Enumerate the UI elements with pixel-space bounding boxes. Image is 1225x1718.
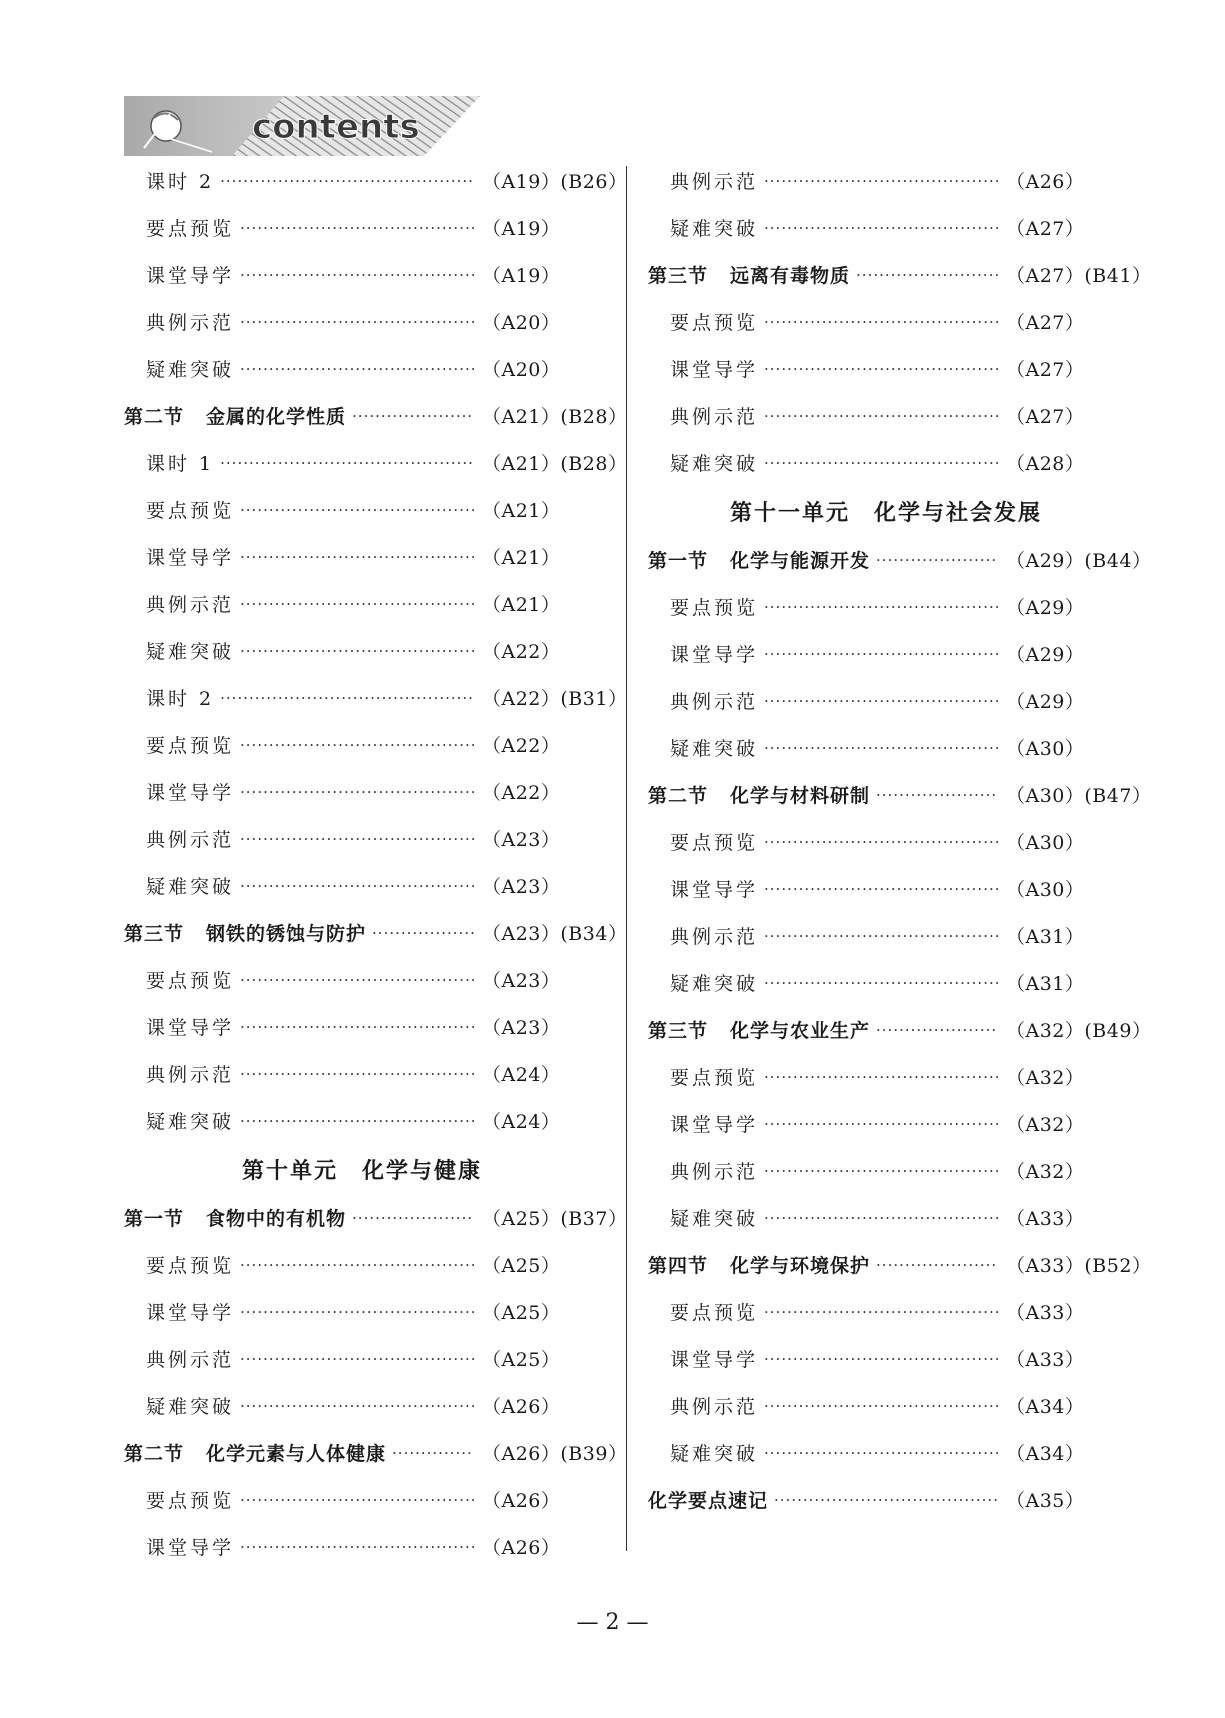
page-reference: （A19）: [482, 265, 561, 287]
page-reference: （A30）(B47）: [1006, 785, 1152, 807]
dot-leader: [240, 219, 474, 237]
column-divider: [626, 166, 627, 1551]
toc-sub-entry[interactable]: [124, 439, 628, 486]
toc-section-entry[interactable]: [648, 1241, 1152, 1288]
toc-entry-label: 要点预览: [146, 500, 235, 522]
toc-sub-entry[interactable]: [648, 959, 1124, 1006]
dot-leader: [764, 407, 998, 425]
section-number: 第一节: [648, 550, 709, 572]
dot-leader: [240, 971, 474, 989]
toc-entry-label: 疑难突破: [670, 1208, 759, 1230]
toc-entry-label: 疑难突破: [146, 641, 235, 663]
toc-entry-label: 典例示范: [670, 1161, 759, 1183]
unit-title: 化学与健康: [362, 1158, 483, 1184]
unit-heading: [648, 486, 1124, 536]
toc-entry-label: 疑难突破: [670, 218, 759, 240]
dot-leader: [764, 172, 998, 190]
toc-sub-entry[interactable]: [648, 865, 1124, 912]
toc-sub-entry[interactable]: [648, 157, 1124, 204]
dot-leader: [764, 1209, 998, 1227]
dot-leader: [764, 1397, 998, 1415]
dot-leader: [764, 1068, 998, 1086]
dot-leader: [240, 595, 474, 613]
dot-leader: [764, 1162, 998, 1180]
toc-entry-label: 第二节 金属的化学性质: [124, 406, 347, 428]
toc-entry-label: 疑难突破: [146, 359, 235, 381]
contents-header: [124, 96, 480, 156]
toc-sub-entry[interactable]: [124, 580, 600, 627]
toc-entry-label: 要点预览: [670, 312, 759, 334]
page-reference: （A21）: [482, 547, 561, 569]
toc-sub-entry[interactable]: [648, 724, 1124, 771]
unit-number: 第十单元: [241, 1158, 338, 1184]
page-reference: （A23）: [482, 876, 561, 898]
toc-sub-entry[interactable]: [648, 677, 1124, 724]
dot-leader: [240, 783, 474, 801]
toc-entry-label: 疑难突破: [146, 1111, 235, 1133]
unit-number: 第十一单元: [729, 500, 850, 526]
dot-leader: [876, 786, 998, 804]
toc-entry-label: 要点预览: [146, 218, 235, 240]
toc-right-column: [648, 157, 1152, 1523]
page-reference: （A22）: [482, 782, 561, 804]
dot-leader: [392, 1444, 474, 1462]
dot-leader: [764, 1444, 998, 1462]
toc-sub-entry[interactable]: [648, 1429, 1124, 1476]
toc-section-entry[interactable]: [648, 771, 1152, 818]
toc-section-entry[interactable]: [648, 1006, 1152, 1053]
page-reference: （A29）: [1006, 644, 1085, 666]
page-reference: （A30）: [1006, 832, 1085, 854]
toc-sub-entry[interactable]: [648, 204, 1124, 251]
toc-entry-label: 典例示范: [146, 1349, 235, 1371]
page-reference: （A32）: [1006, 1114, 1085, 1136]
toc-sub-entry[interactable]: [648, 1147, 1124, 1194]
dot-leader: [240, 642, 474, 660]
toc-sub-entry[interactable]: [124, 674, 628, 721]
toc-entry-label: 课堂导学: [146, 782, 235, 804]
toc-sub-entry[interactable]: [124, 298, 600, 345]
dot-leader: [240, 736, 474, 754]
dot-leader: [220, 454, 474, 472]
page-reference: （A31）: [1006, 926, 1085, 948]
toc-entry-label: 第四节 化学与环境保护: [648, 1255, 871, 1277]
page-reference: （A23）: [482, 829, 561, 851]
page-reference: （A27）: [1006, 312, 1085, 334]
toc-sub-entry[interactable]: [124, 204, 600, 251]
dot-leader: [240, 877, 474, 895]
toc-entry-label: 典例示范: [670, 171, 759, 193]
section-number: 第四节: [648, 1255, 709, 1277]
toc-sub-entry[interactable]: [648, 583, 1124, 630]
page-reference: （A25）: [482, 1255, 561, 1277]
toc-entry-label: 要点预览: [670, 832, 759, 854]
page-reference: （A28）: [1006, 453, 1085, 475]
toc-entry-label: 课堂导学: [146, 1302, 235, 1324]
toc-entry-label: 课堂导学: [146, 547, 235, 569]
dot-leader: [240, 1256, 474, 1274]
toc-sub-entry[interactable]: [648, 1335, 1124, 1382]
dot-leader: [240, 501, 474, 519]
dot-leader: [764, 645, 998, 663]
toc-sub-entry[interactable]: [124, 1476, 600, 1523]
toc-entry-label: 典例示范: [146, 1064, 235, 1086]
page-reference: （A23）: [482, 970, 561, 992]
toc-sub-entry[interactable]: [648, 630, 1124, 677]
toc-entry-label: 要点预览: [146, 1490, 235, 1512]
page-reference: （A26）: [482, 1396, 561, 1418]
toc-section-entry[interactable]: [124, 392, 628, 439]
toc-sub-entry[interactable]: [124, 486, 600, 533]
toc-sub-entry[interactable]: [124, 627, 600, 674]
dot-leader: [240, 1397, 474, 1415]
page-reference: （A27）: [1006, 359, 1085, 381]
dot-leader: [240, 1303, 474, 1321]
toc-section-entry[interactable]: [648, 251, 1152, 298]
toc-sub-entry[interactable]: [124, 533, 600, 580]
dot-leader: [856, 266, 998, 284]
toc-section-entry[interactable]: [648, 1476, 1124, 1523]
toc-entry-label: 典例示范: [146, 594, 235, 616]
toc-entry-label: 第三节 钢铁的锈蚀与防护: [124, 923, 367, 945]
toc-section-entry[interactable]: [124, 1194, 628, 1241]
toc-entry-label: 第一节 食物中的有机物: [124, 1208, 347, 1230]
dot-leader: [352, 1209, 474, 1227]
dot-leader: [764, 739, 998, 757]
toc-section-entry[interactable]: [648, 536, 1152, 583]
dot-leader: [764, 927, 998, 945]
dot-leader: [240, 548, 474, 566]
page-reference: （A23）: [482, 1017, 561, 1039]
page-reference: （A24）: [482, 1111, 561, 1133]
toc-sub-entry[interactable]: [124, 1097, 600, 1144]
toc-entry-label: 要点预览: [670, 597, 759, 619]
dot-leader: [240, 1491, 474, 1509]
page-reference: （A26）(B39）: [482, 1443, 628, 1465]
toc-sub-entry[interactable]: [124, 1382, 600, 1429]
page-reference: （A25）: [482, 1302, 561, 1324]
dot-leader: [764, 1115, 998, 1133]
page-reference: （A35）: [1006, 1490, 1085, 1512]
page-number: — 2 —: [576, 1610, 649, 1635]
toc-sub-entry[interactable]: [648, 1288, 1124, 1335]
toc-entry-label: 要点预览: [670, 1067, 759, 1089]
toc-sub-entry[interactable]: [648, 1053, 1124, 1100]
toc-entry-label: 第三节 化学与农业生产: [648, 1020, 871, 1042]
toc-sub-entry[interactable]: [124, 815, 600, 862]
toc-entry-label: 典例示范: [670, 406, 759, 428]
toc-sub-entry[interactable]: [124, 345, 600, 392]
dot-leader: [240, 1350, 474, 1368]
contents-banner: [124, 96, 480, 156]
toc-entry-label: 第二节 化学与材料研制: [648, 785, 871, 807]
dot-leader: [240, 313, 474, 331]
dot-leader: [240, 1538, 474, 1556]
toc-entry-label: 课时 2: [146, 688, 215, 710]
toc-entry-label: 疑难突破: [670, 1443, 759, 1465]
page-reference: （A19）(B26）: [482, 171, 628, 193]
page-reference: （A29）: [1006, 691, 1085, 713]
dot-leader: [764, 692, 998, 710]
dot-leader: [764, 1303, 998, 1321]
toc-sub-entry[interactable]: [648, 1100, 1124, 1147]
page-reference: （A24）: [482, 1064, 561, 1086]
page-reference: （A20）: [482, 359, 561, 381]
toc-section-entry[interactable]: [124, 909, 628, 956]
toc-entry-label: 化学要点速记: [648, 1490, 769, 1512]
toc-entry-label: 典例示范: [670, 691, 759, 713]
toc-sub-entry[interactable]: [124, 1050, 600, 1097]
dot-leader: [240, 1112, 474, 1130]
unit-heading: [124, 1144, 600, 1194]
toc-entry-label: 课堂导学: [146, 1017, 235, 1039]
page-reference: （A26）: [482, 1537, 561, 1559]
toc-sub-entry[interactable]: [124, 1003, 600, 1050]
contents-title: contents: [252, 107, 420, 147]
toc-sub-entry[interactable]: [124, 251, 600, 298]
page-reference: （A21）: [482, 500, 561, 522]
page-reference: （A22）: [482, 735, 561, 757]
section-number: 第三节: [648, 1020, 709, 1042]
page-reference: （A34）: [1006, 1396, 1085, 1418]
toc-sub-entry[interactable]: [648, 298, 1124, 345]
section-number: 第二节: [124, 406, 185, 428]
page-reference: （A33）: [1006, 1302, 1085, 1324]
page-reference: （A33）: [1006, 1349, 1085, 1371]
page-reference: （A32）: [1006, 1067, 1085, 1089]
toc-entry-label: 第三节 远离有毒物质: [648, 265, 851, 287]
toc-entry-label: 疑难突破: [670, 973, 759, 995]
page-reference: （A21）(B28）: [482, 453, 628, 475]
section-number: 第二节: [124, 1443, 185, 1465]
toc-entry-label: 第二节 化学元素与人体健康: [124, 1443, 387, 1465]
toc-entry-label: 第一节 化学与能源开发: [648, 550, 871, 572]
dot-leader: [240, 266, 474, 284]
section-number: 第三节: [124, 923, 185, 945]
toc-entry-label: 课堂导学: [670, 1114, 759, 1136]
section-number: 第三节: [648, 265, 709, 287]
toc-section-entry[interactable]: [124, 1429, 628, 1476]
dot-leader: [372, 924, 474, 942]
toc-sub-entry[interactable]: [648, 345, 1124, 392]
page-reference: （A21）(B28）: [482, 406, 628, 428]
toc-entry-label: 典例示范: [670, 926, 759, 948]
toc-entry-label: 疑难突破: [146, 876, 235, 898]
toc-sub-entry[interactable]: [648, 818, 1124, 865]
dot-leader: [220, 689, 474, 707]
page-reference: （A20）: [482, 312, 561, 334]
toc-entry-label: 课堂导学: [670, 644, 759, 666]
page-reference: （A26）: [482, 1490, 561, 1512]
toc-sub-entry[interactable]: [648, 392, 1124, 439]
dot-leader: [240, 360, 474, 378]
toc-sub-entry[interactable]: [124, 1523, 600, 1570]
page-reference: （A27）: [1006, 218, 1085, 240]
toc-entry-label: 疑难突破: [146, 1396, 235, 1418]
dot-leader: [774, 1491, 998, 1509]
page-reference: （A26）: [1006, 171, 1085, 193]
page-reference: （A33）: [1006, 1208, 1085, 1230]
page-reference: （A19）: [482, 218, 561, 240]
page-reference: （A31）: [1006, 973, 1085, 995]
globe-icon: [151, 111, 181, 141]
dot-leader: [764, 974, 998, 992]
section-number: 第二节: [648, 785, 709, 807]
dot-leader: [764, 880, 998, 898]
toc-sub-entry[interactable]: [124, 721, 600, 768]
toc-sub-entry[interactable]: [124, 956, 600, 1003]
toc-entry-label: 要点预览: [146, 735, 235, 757]
toc-left-column: [124, 157, 628, 1570]
toc-entry-label: 要点预览: [146, 1255, 235, 1277]
dot-leader: [764, 313, 998, 331]
page-reference: （A23）(B34）: [482, 923, 628, 945]
section-number: 第一节: [124, 1208, 185, 1230]
dot-leader: [764, 219, 998, 237]
page-reference: （A30）: [1006, 879, 1085, 901]
page-reference: （A29）: [1006, 597, 1085, 619]
dot-leader: [240, 1018, 474, 1036]
dot-leader: [764, 454, 998, 472]
toc-entry-label: 要点预览: [670, 1302, 759, 1324]
dot-leader: [764, 360, 998, 378]
toc-sub-entry[interactable]: [648, 439, 1124, 486]
toc-sub-entry[interactable]: [124, 862, 600, 909]
page-reference: （A21）: [482, 594, 561, 616]
toc-sub-entry[interactable]: [648, 1382, 1124, 1429]
toc-sub-entry[interactable]: [124, 157, 628, 204]
toc-sub-entry[interactable]: [648, 1194, 1124, 1241]
toc-entry-label: 典例示范: [146, 312, 235, 334]
toc-entry-label: 要点预览: [146, 970, 235, 992]
toc-entry-label: 课堂导学: [670, 879, 759, 901]
toc-entry-label: 典例示范: [670, 1396, 759, 1418]
toc-entry-label: 课堂导学: [146, 265, 235, 287]
toc-entry-label: 课堂导学: [670, 359, 759, 381]
toc-sub-entry[interactable]: [124, 768, 600, 815]
page-reference: （A27）: [1006, 406, 1085, 428]
page-reference: （A30）: [1006, 738, 1085, 760]
toc-entry-label: 疑难突破: [670, 453, 759, 475]
page-reference: （A25）(B37）: [482, 1208, 628, 1230]
dot-leader: [876, 1256, 998, 1274]
toc-sub-entry[interactable]: [648, 912, 1124, 959]
dot-leader: [876, 551, 998, 569]
toc-entry-label: 疑难突破: [670, 738, 759, 760]
toc-sub-entry[interactable]: [124, 1241, 600, 1288]
page-reference: （A32）: [1006, 1161, 1085, 1183]
toc-sub-entry[interactable]: [124, 1288, 600, 1335]
dot-leader: [764, 1350, 998, 1368]
dot-leader: [764, 833, 998, 851]
page-reference: （A22）: [482, 641, 561, 663]
unit-title: 化学与社会发展: [874, 500, 1043, 526]
dot-leader: [240, 1065, 474, 1083]
dot-leader: [240, 830, 474, 848]
page-reference: （A34）: [1006, 1443, 1085, 1465]
dot-leader: [220, 172, 474, 190]
page-reference: （A32）(B49）: [1006, 1020, 1152, 1042]
toc-entry-label: 课堂导学: [146, 1537, 235, 1559]
dot-leader: [876, 1021, 998, 1039]
dot-leader: [764, 598, 998, 616]
toc-entry-label: 课时 2: [146, 171, 215, 193]
page-reference: （A33）(B52）: [1006, 1255, 1152, 1277]
toc-entry-label: 典例示范: [146, 829, 235, 851]
page-reference: （A29）(B44）: [1006, 550, 1152, 572]
page-reference: （A25）: [482, 1349, 561, 1371]
toc-entry-label: 课时 1: [146, 453, 215, 475]
page-reference: （A22）(B31）: [482, 688, 628, 710]
toc-entry-label: 课堂导学: [670, 1349, 759, 1371]
toc-sub-entry[interactable]: [124, 1335, 600, 1382]
page-reference: （A27）(B41）: [1006, 265, 1152, 287]
dot-leader: [352, 407, 474, 425]
